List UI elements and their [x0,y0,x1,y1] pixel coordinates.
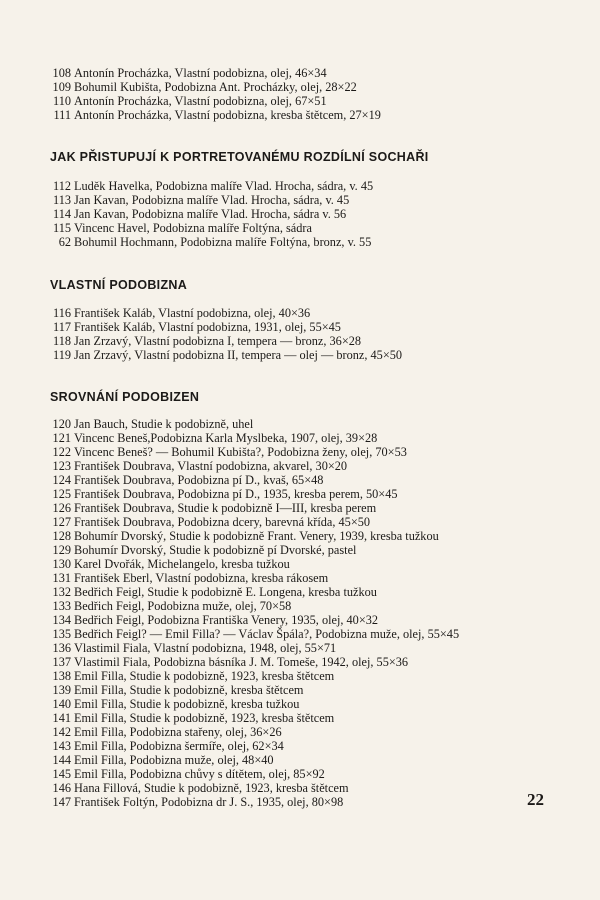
entry-text: Emil Filla, Studie k podobizně, kresba štětcem [74,683,304,697]
entry-text: Bedřich Feigl, Podobizna Františka Venery, 1935, olej, 40×32 [74,613,379,627]
section-heading: SROVNÁNÍ PODOBIZEN [50,390,200,404]
entry-text: Emil Filla, Studie k podobizně, 1923, kresba štětcem [74,669,335,683]
entry-number: 114 [53,207,71,221]
entry-number: 62 [58,235,71,249]
catalogue-entry [50,655,570,669]
entry-text: Jan Zrzavý, Vlastní podobizna I, tempera — bronz, 36×28 [74,334,362,348]
catalogue-entry [50,543,570,557]
catalogue-entry [50,306,570,320]
catalogue-entry [50,445,570,459]
entry-number: 116 [53,306,71,320]
entry-number: 130 [52,557,71,571]
entry-text: František Doubrava, Vlastní podobizna, akvarel, 30×20 [74,459,348,473]
catalogue-entry [50,571,570,585]
catalogue-entry [50,179,570,193]
catalogue-entry [50,417,570,431]
entry-number: 110 [53,94,71,108]
entry-number: 127 [52,515,71,529]
entry-number: 119 [53,348,71,362]
catalogue-entry [50,767,570,781]
entry-number: 145 [52,767,71,781]
entry-text: František Doubrava, Podobizna pí D., kvaš, 65×48 [74,473,324,487]
entry-number: 139 [52,683,71,697]
catalogue-entry [50,795,570,809]
entry-text: Antonín Procházka, Vlastní podobizna, olej, 46×34 [74,66,327,80]
catalogue-entry [50,529,570,543]
catalogue-entry [50,320,570,334]
entry-text: Antonín Procházka, Vlastní podobizna, kresba štětcem, 27×19 [74,108,381,122]
entry-number: 111 [53,108,71,122]
entry-text: František Doubrava, Studie k podobizně I—III, kresba perem [74,501,377,515]
entry-number: 124 [52,473,71,487]
catalogue-entry [50,94,570,108]
catalogue-entry [50,725,570,739]
entry-text: František Doubrava, Podobizna pí D., 1935, kresba perem, 50×45 [74,487,398,501]
catalogue-entry [50,108,570,122]
catalogue-entry [50,613,570,627]
entry-number: 117 [53,320,71,334]
entry-number: 126 [52,501,71,515]
entry-number: 143 [52,739,71,753]
catalogue-entry [50,66,570,80]
entry-number: 115 [53,221,71,235]
catalogue-entry [50,683,570,697]
catalogue-entry [50,753,570,767]
entry-number: 128 [52,529,71,543]
entry-text: Antonín Procházka, Vlastní podobizna, olej, 67×51 [74,94,327,108]
entry-text: Hana Fillová, Studie k podobizně, 1923, kresba štětcem [74,781,349,795]
entry-number: 108 [52,66,71,80]
catalogue-entry [50,515,570,529]
entry-number: 120 [52,417,71,431]
catalogue-entry [50,473,570,487]
entry-number: 134 [52,613,71,627]
entry-text: Vincenc Beneš? — Bohumil Kubišta?, Podobizna ženy, olej, 70×53 [74,445,407,459]
catalogue-entry [50,207,570,221]
entry-number: 133 [52,599,71,613]
page-number: 22 [527,790,544,809]
section-heading: JAK PŘISTUPUJÍ K PORTRETOVANÉMU ROZDÍLNÍ SOCHAŘI [50,150,429,164]
entry-number: 129 [52,543,71,557]
section-heading: VLASTNÍ PODOBIZNA [50,278,188,292]
entry-text: Emil Filla, Studie k podobizně, 1923, kresba štětcem [74,711,335,725]
entry-text: Jan Kavan, Podobizna malíře Vlad. Hrocha, sádra, v. 45 [74,193,350,207]
entry-text: Jan Bauch, Studie k podobizně, uhel [74,417,254,431]
catalogue-entry [50,697,570,711]
entry-number: 123 [52,459,71,473]
entry-text: Karel Dvořák, Michelangelo, kresba tužkou [74,557,290,571]
catalogue-entry [50,487,570,501]
entry-number: 121 [52,431,71,445]
catalogue-entry [50,739,570,753]
entry-text: František Kaláb, Vlastní podobizna, 1931, olej, 55×45 [74,320,341,334]
entry-number: 122 [52,445,71,459]
entry-text: Bedřich Feigl, Podobizna muže, olej, 70×58 [74,599,292,613]
entry-text: Emil Filla, Podobizna chůvy s dítětem, olej, 85×92 [74,767,325,781]
catalogue-entry [50,669,570,683]
catalogue-entry [50,348,570,362]
entry-number: 142 [52,725,71,739]
catalogue-entry [50,193,570,207]
entry-text: František Eberl, Vlastní podobizna, kresba rákosem [74,571,329,585]
entry-number: 146 [52,781,71,795]
entry-text: Vincenc Beneš,Podobizna Karla Myslbeka, 1907, olej, 39×28 [74,431,378,445]
entry-text: Vincenc Havel, Podobizna malíře Foltýna, sádra [74,221,312,235]
entry-text: Bedřich Feigl? — Emil Filla? — Václav Špála?, Podobizna muže, olej, 55×45 [74,627,460,641]
entry-text: Emil Filla, Podobizna stařeny, olej, 36×26 [74,725,282,739]
entry-text: Vlastimil Fiala, Vlastní podobizna, 1948, olej, 55×71 [74,641,337,655]
entry-text: Bohumil Hochmann, Podobizna malíře Foltýna, bronz, v. 55 [74,235,372,249]
catalogue-entry [50,235,570,249]
catalogue-entry [50,711,570,725]
entry-text: Jan Zrzavý, Vlastní podobizna II, tempera — olej — bronz, 45×50 [74,348,403,362]
entry-text: Emil Filla, Podobizna šermíře, olej, 62×34 [74,739,284,753]
entry-number: 125 [52,487,71,501]
entry-number: 109 [52,80,71,94]
entry-number: 140 [52,697,71,711]
catalogue-entry [50,585,570,599]
entry-number: 138 [52,669,71,683]
entry-text: Emil Filla, Podobizna muže, olej, 48×40 [74,753,274,767]
entry-text: Bohumír Dvorský, Studie k podobizně pí Dvorské, pastel [74,543,357,557]
entry-text: Bohumír Dvorský, Studie k podobizně Frant. Venery, 1939, kresba tužkou [74,529,439,543]
entry-text: František Kaláb, Vlastní podobizna, olej, 40×36 [74,306,311,320]
catalogue-entry [50,334,570,348]
entry-number: 147 [52,795,71,809]
entry-number: 113 [53,193,71,207]
entry-number: 135 [52,627,71,641]
entry-number: 112 [53,179,71,193]
catalogue-entry [50,781,570,795]
entry-number: 118 [53,334,71,348]
entry-number: 132 [52,585,71,599]
catalogue-entry [50,627,570,641]
entry-text: František Doubrava, Podobizna dcery, barevná křída, 45×50 [74,515,371,529]
entry-text: Emil Filla, Studie k podobizně, kresba tužkou [74,697,300,711]
entry-text: Bedřich Feigl, Studie k podobizně E. Longena, kresba tužkou [74,585,377,599]
catalogue-entry [50,221,570,235]
catalogue-entry [50,431,570,445]
entry-number: 136 [52,641,71,655]
entry-number: 141 [52,711,71,725]
catalogue-entry [50,459,570,473]
entry-number: 144 [52,753,71,767]
entry-number: 137 [52,655,71,669]
entry-number: 131 [52,571,71,585]
catalogue-entry [50,641,570,655]
entry-text: Luděk Havelka, Podobizna malíře Vlad. Hrocha, sádra, v. 45 [74,179,374,193]
catalogue-entry [50,557,570,571]
entry-text: Vlastimil Fiala, Podobizna básníka J. M. Tomeše, 1942, olej, 55×36 [74,655,409,669]
catalogue-entry [50,80,570,94]
catalogue-entry [50,599,570,613]
entry-text: Bohumil Kubišta, Podobizna Ant. Procházky, olej, 28×22 [74,80,357,94]
catalogue-entry [50,501,570,515]
entry-text: Jan Kavan, Podobizna malíře Vlad. Hrocha, sádra v. 56 [74,207,347,221]
entry-text: František Foltýn, Podobizna dr J. S., 1935, olej, 80×98 [74,795,344,809]
